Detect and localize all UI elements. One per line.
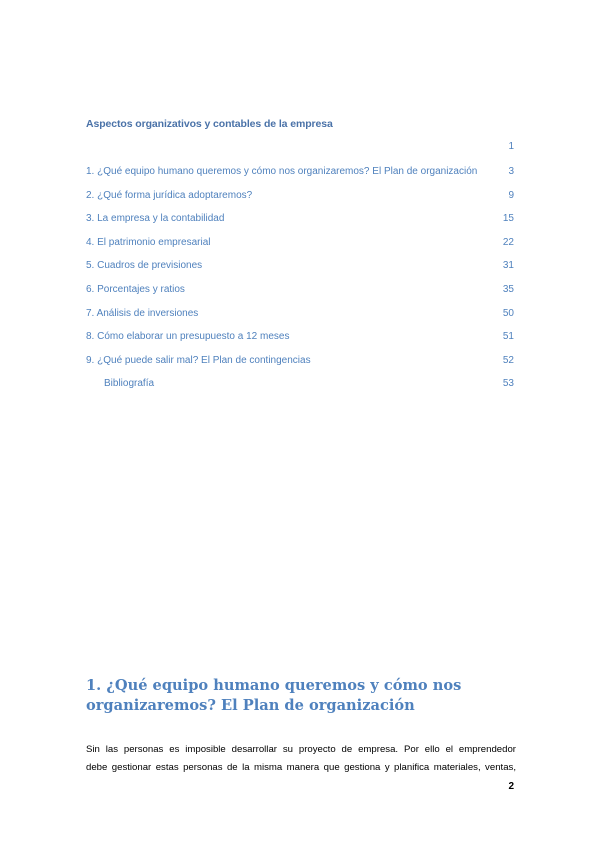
toc-title[interactable]: Aspectos organizativos y contables de la empresa <box>86 118 333 130</box>
toc-entry-page: 35 <box>502 283 514 295</box>
toc-entry-label: 2. ¿Qué forma jurídica adoptaremos? <box>86 189 253 201</box>
toc-entry-page: 50 <box>502 307 514 319</box>
toc-entry-page: 52 <box>502 354 514 366</box>
toc-entry-label: 3. La empresa y la contabilidad <box>86 213 225 225</box>
toc-entry-page: 31 <box>502 260 514 272</box>
toc-entry-page: 53 <box>502 378 514 390</box>
toc-entry-label: 8. Cómo elaborar un presupuesto a 12 meses <box>86 331 290 343</box>
toc-entry[interactable] <box>86 189 514 213</box>
body-paragraph-line: Sin las personas es imposible desarrollar su proyecto de empresa. Por ello el emprendedor <box>86 744 516 755</box>
toc-entry-label: 7. Análisis de inversiones <box>86 307 199 319</box>
toc-entry[interactable] <box>86 165 514 189</box>
toc-entry-page: 51 <box>502 331 514 343</box>
toc-entry[interactable] <box>86 330 514 354</box>
section-body <box>86 741 516 777</box>
toc-entry-label: 4. El patrimonio empresarial <box>86 236 211 248</box>
toc-entry[interactable] <box>86 283 514 307</box>
toc-entry[interactable] <box>86 236 514 260</box>
toc-entry-page: 3 <box>508 166 514 177</box>
body-paragraph-line: debe gestionar estas personas de la misma manera que gestiona y planifica materiales, ventas, <box>86 762 516 773</box>
toc-entry-page: 9 <box>508 189 514 201</box>
toc-entry[interactable] <box>86 212 514 236</box>
toc-title-page-number[interactable]: 1 <box>508 141 514 152</box>
toc-entry-label: 9. ¿Qué puede salir mal? El Plan de contingencias <box>86 354 311 366</box>
section-heading: 1. ¿Qué equipo humano queremos y cómo nos organizaremos? El Plan de organización <box>86 677 462 714</box>
toc-entry[interactable] <box>86 307 514 331</box>
toc-entry-label: 6. Porcentajes y ratios <box>86 283 185 295</box>
toc-entry[interactable] <box>86 259 514 283</box>
toc-entry-label: 1. ¿Qué equipo humano queremos y cómo nos organizaremos? El Plan de organización <box>86 166 478 177</box>
toc-entry-label: 5. Cuadros de previsiones <box>86 260 203 272</box>
toc-entry-page: 22 <box>502 236 514 248</box>
toc-entry-page: 15 <box>502 213 514 225</box>
table-of-contents <box>86 165 514 401</box>
page-number: 2 <box>508 781 514 792</box>
toc-entry[interactable] <box>86 354 514 378</box>
toc-entry-label: Bibliografía <box>104 378 155 390</box>
toc-entry-bibliography[interactable] <box>86 377 514 401</box>
